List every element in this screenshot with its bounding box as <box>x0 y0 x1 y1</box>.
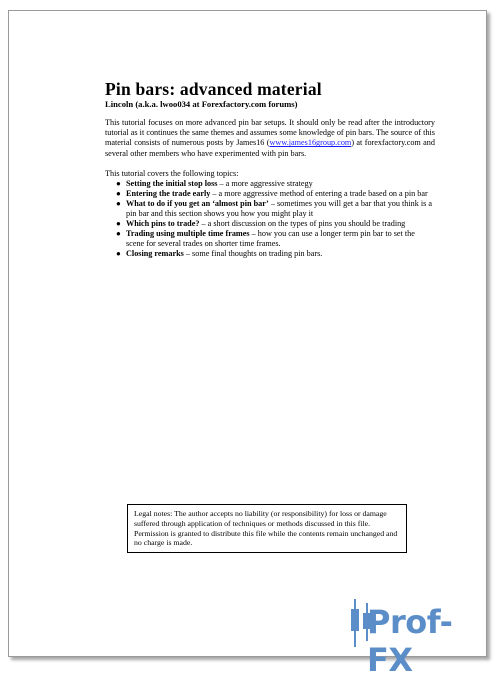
intro-text-before: This tutorial focuses on more advanced pin bar setups. It should only be read after the introductory tutorial as it continues the same themes and assumes some knowledge of pin bars. The source of this material consists of numerous posts by James16 ( <box>105 118 435 148</box>
topic-title: Setting the initial stop loss <box>126 179 218 189</box>
watermark-text: Prof-FX <box>367 603 453 679</box>
document-content <box>105 79 435 259</box>
bullet-icon: ● <box>116 189 121 199</box>
legal-notes-box: Legal notes: The author accepts no liability (or responsibility) for loss or damage suffered through application of techniques or methods discussed in this file. Permission is granted to distribute this file while the contents remain unchanged and no charge is made. <box>127 504 407 553</box>
topic-title: Which pins to trade? <box>126 219 200 229</box>
intro-text-after: ) at forexfactory.com and several other members who have experimented with pin bars. <box>105 138 435 158</box>
topic-title: Closing remarks <box>126 249 184 259</box>
james16-link[interactable]: www.james16group.com <box>269 138 352 148</box>
topic-description: – a more aggressive method of entering a trade based on a pin bar <box>210 189 428 199</box>
bullet-icon: ● <box>116 229 121 239</box>
document-author: Lincoln (a.k.a. lwoo034 at Forexfactory.com forums) <box>105 99 298 109</box>
intro-paragraph <box>105 118 435 159</box>
document-title: Pin bars: advanced material <box>105 79 322 99</box>
topic-description: – some final thoughts on trading pin bars. <box>183 249 323 259</box>
list-item <box>116 189 435 199</box>
bullet-icon: ● <box>116 199 121 209</box>
topic-title: Trading using multiple time frames <box>126 229 250 239</box>
topic-description: – a more aggressive strategy <box>217 179 313 189</box>
list-item <box>116 219 435 229</box>
topic-description: – how you can use a longer term pin bar to set the scene for several trades on shorter time frames. <box>126 229 415 249</box>
list-item <box>116 249 435 259</box>
bullet-icon: ● <box>116 249 121 259</box>
topic-description: – a short discussion on the types of pins you should be trading <box>199 219 406 229</box>
prof-fx-watermark <box>345 597 485 679</box>
list-item <box>116 229 435 249</box>
list-item <box>116 179 435 189</box>
bullet-icon: ● <box>116 179 121 189</box>
bullet-icon: ● <box>116 219 121 229</box>
topics-intro: This tutorial covers the following topics: <box>105 168 239 178</box>
list-item <box>116 199 435 219</box>
topic-description: – sometimes you will get a bar that you think is a pin bar and this section shows you how you might play it <box>126 199 433 219</box>
document-page <box>8 10 487 679</box>
topics-list <box>105 179 435 259</box>
topic-title: Entering the trade early <box>126 189 211 199</box>
topic-title: What to do if you get an ‘almost pin bar’ <box>126 199 269 209</box>
